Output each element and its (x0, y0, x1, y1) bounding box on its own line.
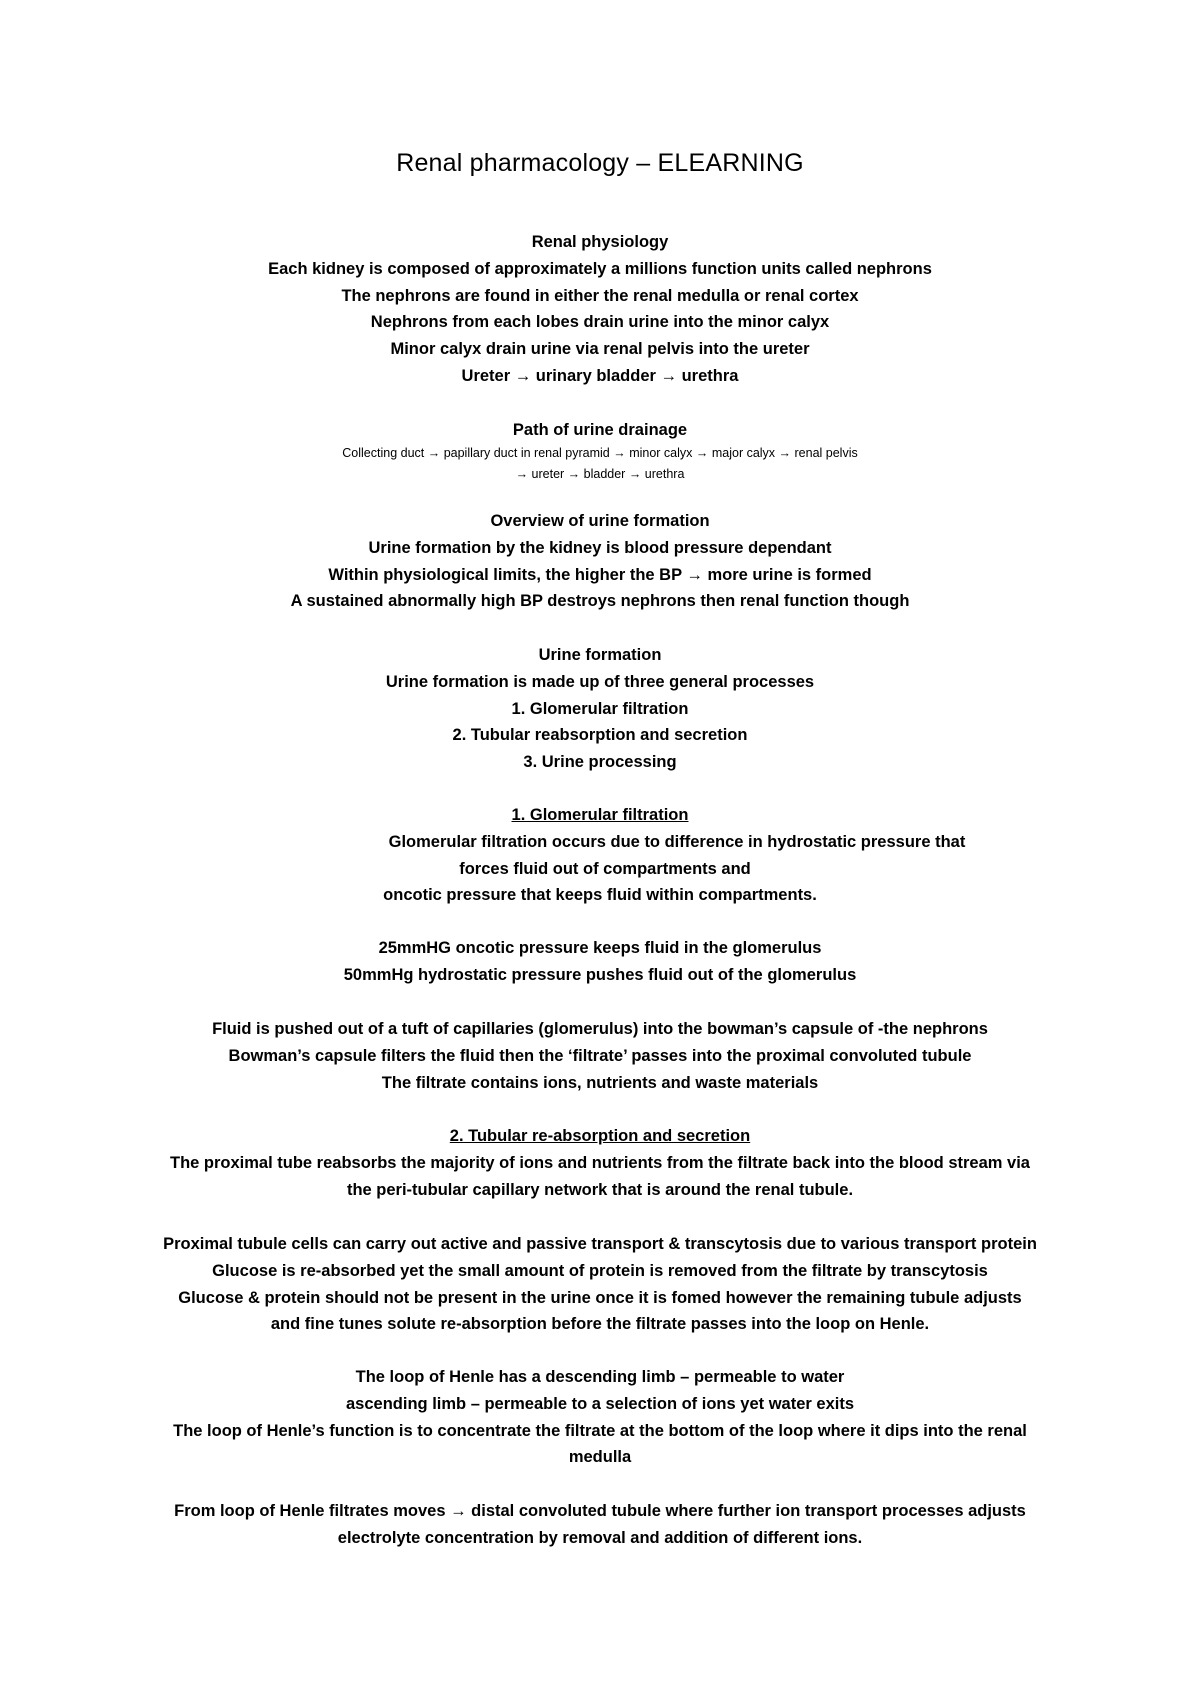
text-line: Minor calyx drain urine via renal pelvis into the ureter (390, 340, 810, 359)
text-line: → ureter → bladder → urethra (515, 467, 685, 481)
section-heading: Urine formation (538, 646, 662, 664)
list-item: 3. Urine processing (523, 753, 677, 772)
text-line: Bowman’s capsule filters the fluid then the ‘filtrate’ passes into the proximal convoluted tubule (228, 1046, 972, 1065)
text-line: Proximal tubule cells can carry out active and passive transport & transcytosis due to various transport protein (163, 1235, 1037, 1253)
text-line: The filtrate contains ions, nutrients and waste materials (381, 1073, 819, 1092)
text-line: A sustained abnormally high BP destroys nephrons then renal function though (290, 592, 910, 611)
section-path-of-urine (100, 417, 1100, 485)
page-title: Renal pharmacology – ELEARNING (396, 149, 804, 177)
section-overview (100, 508, 1100, 615)
text-line: Ureter → urinary bladder → urethra (461, 366, 739, 385)
text-line: the peri-tubular capillary network that is around the renal tubule. (346, 1180, 854, 1199)
text-line: Urine formation is made up of three general processes (385, 672, 815, 691)
text-line: Within physiological limits, the higher the BP → more urine is formed (328, 565, 872, 584)
text-line: Each kidney is composed of approximately a millions function units called nephrons (268, 259, 932, 278)
text-line: Glomerular filtration occurs due to difference in hydrostatic pressure that (388, 832, 966, 851)
section-tubular-reabsorption (100, 1123, 1100, 1203)
list-item: 1. Glomerular filtration (511, 699, 689, 718)
section-glomerular-filtration (100, 802, 1100, 909)
text-line: ascending limb – permeable to a selection of ions yet water exits (346, 1394, 854, 1413)
text-line: electrolyte concentration by removal and addition of different ions. (337, 1528, 863, 1547)
text-line: The nephrons are found in either the renal medulla or renal cortex (341, 286, 859, 305)
text-line: Glucose & protein should not be present in the urine once it is fomed however the remaining tubule adjusts (178, 1288, 1022, 1307)
text-line: Collecting duct → papillary duct in renal pyramid → minor calyx → major calyx → renal pelvis (342, 446, 858, 460)
text-line: The proximal tube reabsorbs the majority of ions and nutrients from the filtrate back into the blood stream via (170, 1153, 1030, 1172)
text-line: 50mmHg hydrostatic pressure pushes fluid out of the glomerulus (343, 965, 857, 984)
section-urine-formation (100, 642, 1100, 776)
section-fluid (100, 1016, 1100, 1096)
text-line: The loop of Henle has a descending limb – permeable to water (355, 1368, 845, 1386)
text-line: From loop of Henle filtrates moves → distal convoluted tubule where further ion transport processes adjusts (174, 1502, 1026, 1520)
section-heading: 2. Tubular re-absorption and secretion (449, 1127, 751, 1145)
text-line: The loop of Henle’s function is to concentrate the filtrate at the bottom of the loop where it dips into the renal (173, 1421, 1027, 1440)
text-line: Glucose is re-absorbed yet the small amount of protein is removed from the filtrate by transcytosis (212, 1261, 988, 1280)
section-pressures (100, 935, 1100, 989)
text-line: oncotic pressure that keeps fluid within compartments. (383, 886, 817, 905)
text-line: Urine formation by the kidney is blood pressure dependant (368, 538, 832, 557)
section-heading: 1. Glomerular filtration (511, 806, 689, 824)
section-heading: Overview of urine formation (490, 512, 710, 530)
text-line: forces fluid out of compartments and (459, 859, 751, 878)
list-item: 2. Tubular reabsorption and secretion (452, 726, 748, 745)
section-heading: Path of urine drainage (512, 421, 688, 439)
text-line: Nephrons from each lobes drain urine into the minor calyx (370, 313, 830, 332)
text-line: medulla (568, 1448, 632, 1467)
section-heading: Renal physiology (531, 233, 669, 251)
section-proximal-tubule (100, 1231, 1100, 1338)
text-line: Fluid is pushed out of a tuft of capillaries (glomerulus) into the bowman’s capsule of -the nephrons (212, 1020, 988, 1038)
section-distal-tubule (100, 1498, 1100, 1552)
text-line: 25mmHG oncotic pressure keeps fluid in the glomerulus (378, 939, 822, 957)
section-loop-of-henle (100, 1364, 1100, 1471)
section-renal-physiology (100, 229, 1100, 390)
text-line: and fine tunes solute re-absorption before the filtrate passes into the loop on Henle. (270, 1315, 930, 1334)
